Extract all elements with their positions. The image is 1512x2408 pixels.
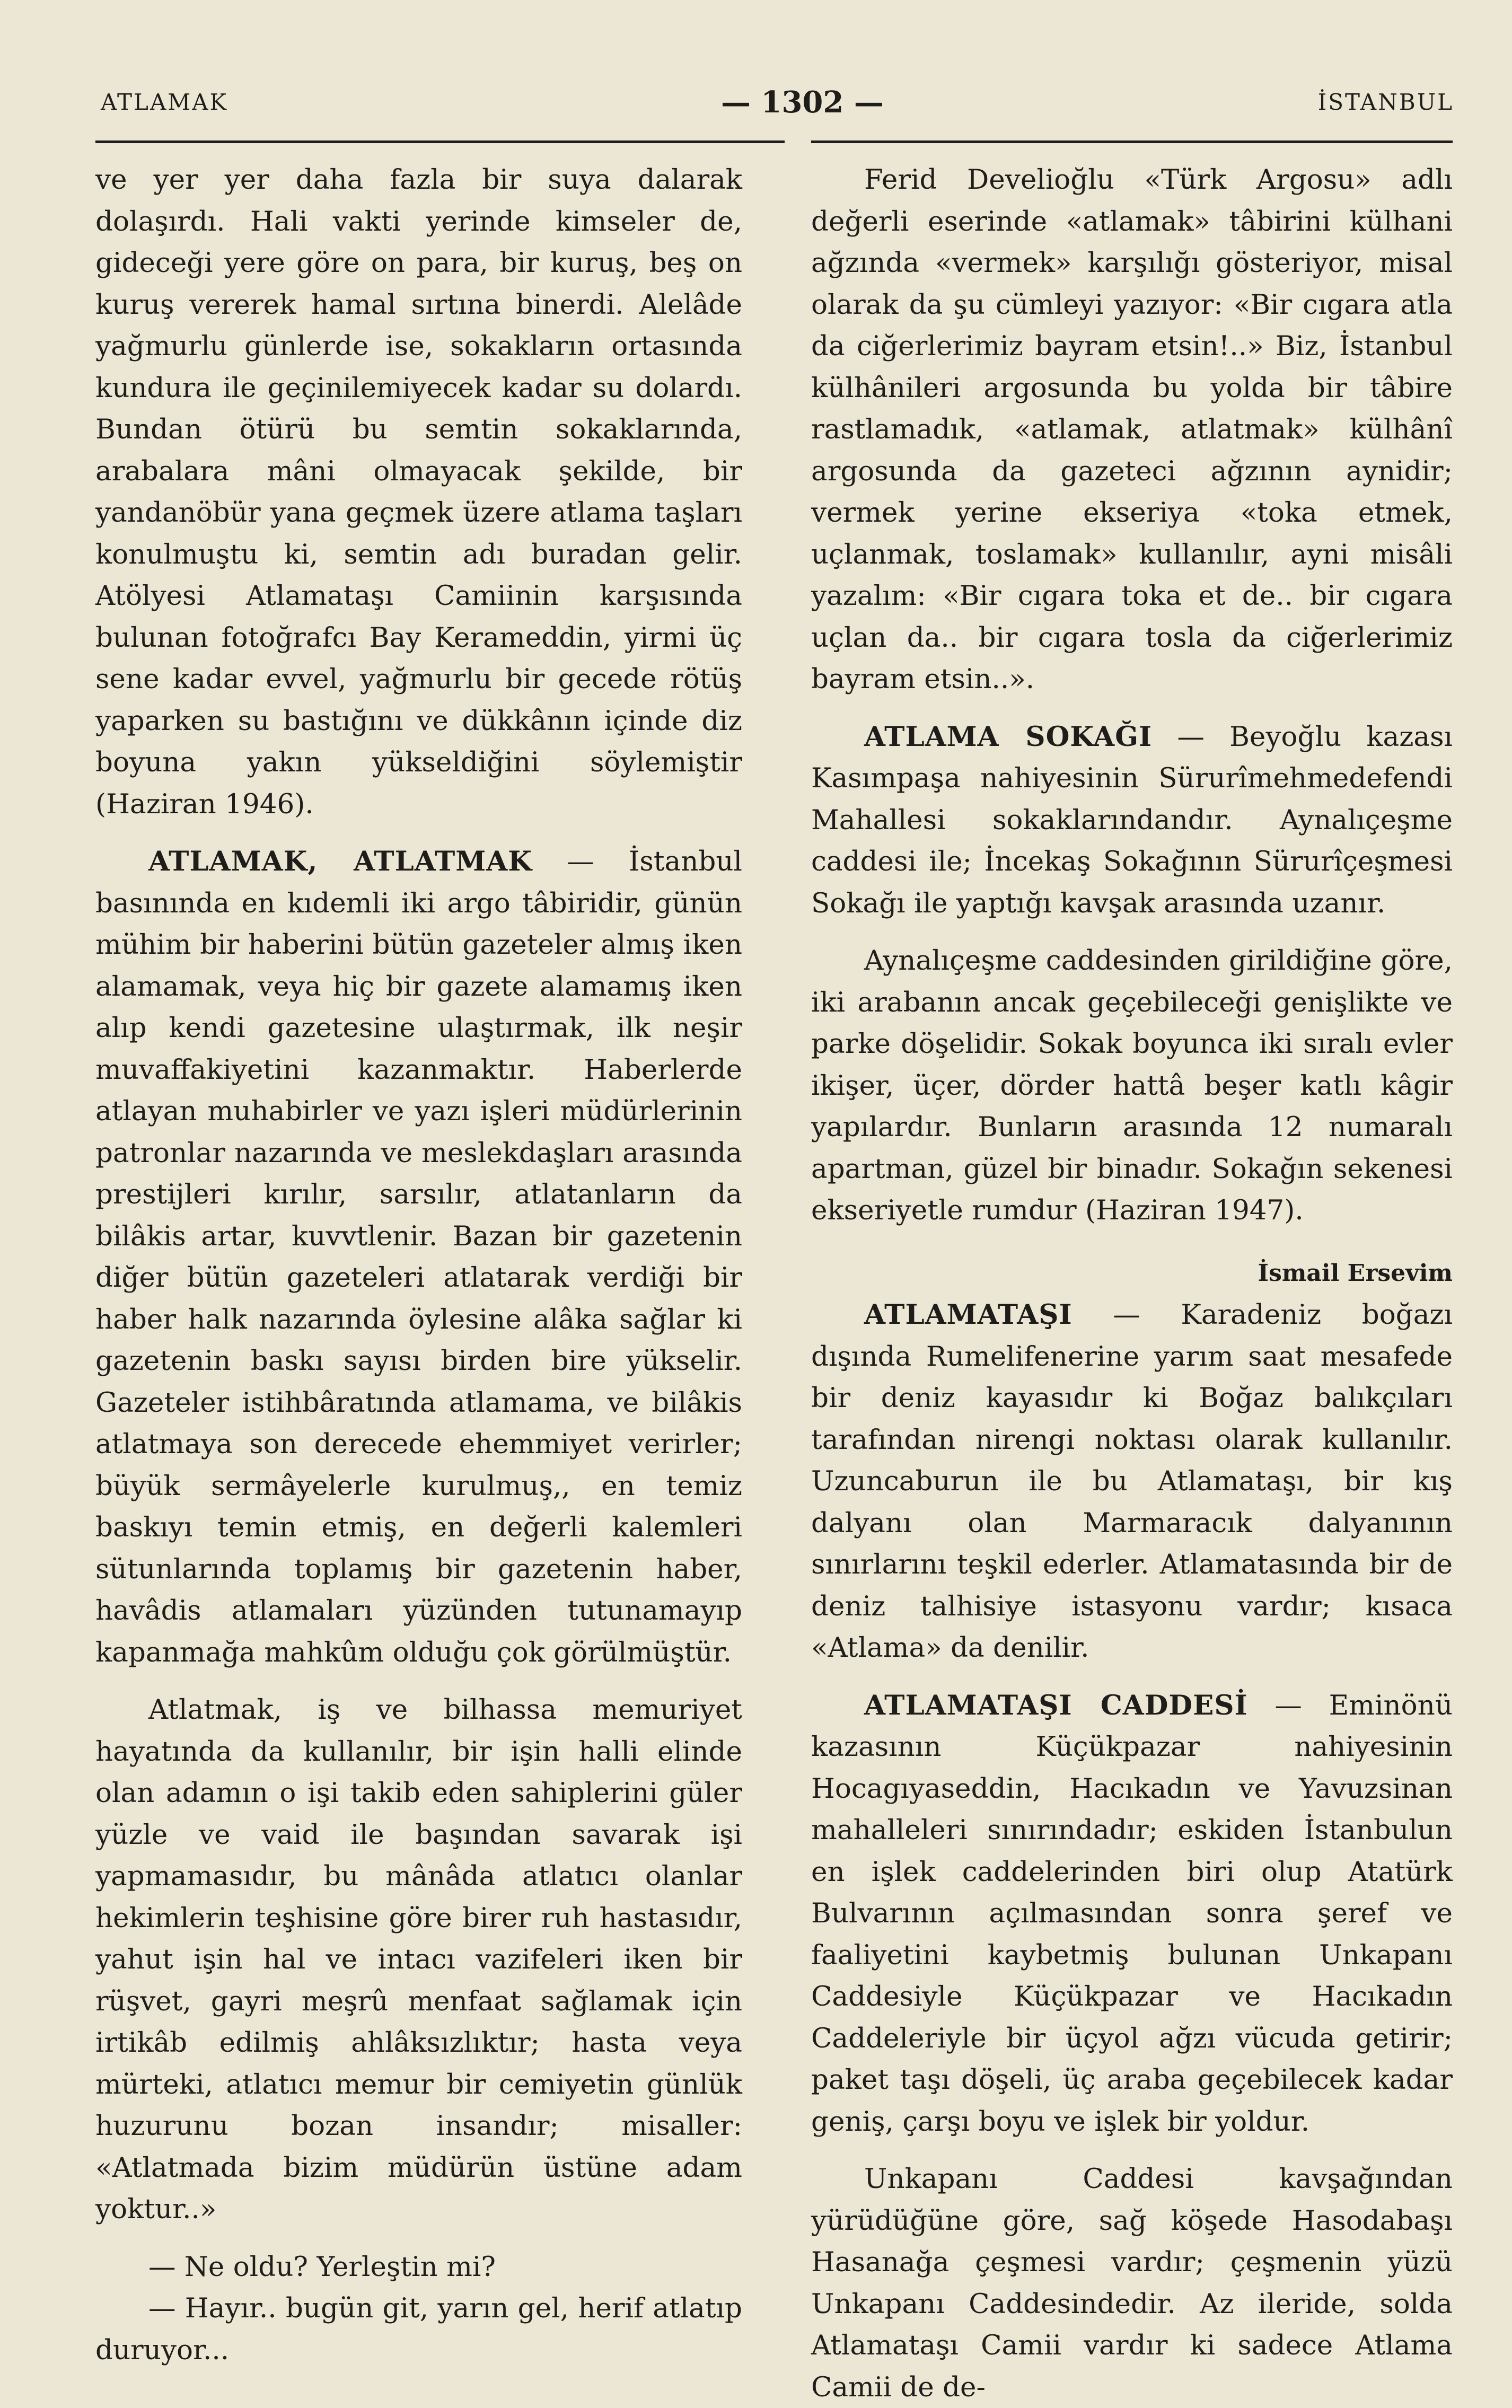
entry-paragraph — [95, 841, 742, 1673]
paragraph: Ferid Develioğlu «Türk Argosu» adlı değerli eserinde «atlamak» tâbirini külhani ağzında «vermek» karşılığı gösteriyor, misal olarak da şu cümleyi yazıyor: «Bir cıgara atla da ciğerlerimiz bayram etsin!..» Biz, İstanbul külhânileri argosunda bu yolda bir tâbire rastlamadık, «atlamak, atlatmak» külhânî argosunda da gazeteci ağzının aynidir; vermek yerine ekseriya «toka etmek, uçlanmak, toslamak» kullanılır, ayni misâli yazalım: «Bir cıgara toka et de.. bir cıgara uçlan da.. bir cıgara tosla da ciğerlerimiz bayram etsin..». — [811, 164, 1453, 695]
left-column — [95, 159, 742, 2371]
entry-text: — Karadeniz boğazı dışında Rumelifenerine yarım saat mesafede bir deniz kayasıdır ki Boğaz balıkçıları tarafından nirengi noktası olarak kullanılır. Uzuncaburun ile bu Atlamataşı, bir kış dalyanı olan Marmaracık dalyanının sınırlarını teşkil ederler. Atlamatasında bir de deniz talhisiye istasyonu vardır; kısaca «Atlama» da denilir. — [811, 1299, 1453, 1664]
paragraph: Atlatmak, iş ve bilhassa memuriyet hayatında da kullanılır, bir işin halli elinde olan adamın o işi takib eden sahiplerini güler yüzle ve vaid ile başından savarak işi yapmamasıdır, bu mânâda atlatıcı olanlar hekimlerin teşhisine göre birer ruh hastasıdır, yahut işin hal ve intacı vazifeleri iken bir rüşvet, gayri meşrû menfaat sağlamak için irtikâb edilmiş ahlâksızlıktır; hasta veya mürteki, atlatıcı memur bir cemiyetin günlük huzurunu bozan insandır; misaller: «Atlatmada bizim müdürün üstüne adam yoktur..» — [95, 1694, 742, 2225]
entry-text: — Beyoğlu kazası Kasımpaşa nahiyesinin Sürurîmehmedefendi Mahallesi sokaklarındandır. Aynalıçeşme caddesi ile; İncekaş Sokağının Sürurîçeşmesi Sokağı ile yaptığı kavşak arasında uzanır. — [811, 720, 1453, 919]
dialog-line: — Ne oldu? Yerleştin mi? — [148, 2251, 496, 2283]
paragraph: Aynalıçeşme caddesinden girildiğine göre, iki arabanın ancak geçebileceği genişlikte ve parke döşelidir. Sokak boyunca iki sıralı evler ikişer, üçer, dörder hattâ beşer katlı kâgir yapılardır. Bunların arasında 12 numaralı apartman, güzel bir binadır. Sokağın sekenesi ekseriyetle rumdur (Haziran 1947). — [811, 945, 1453, 1226]
entry-text: — Eminönü kazasının Küçükpazar nahiyesinin Hocagıyaseddin, Hacıkadın ve Yavuzsinan mahalleleri sınırındadır; eskiden İstanbulun en işlek caddelerinden biri olup Atatürk Bulvarının açılmasından sonra şeref ve faaliyetini kaybetmiş bulunan Unkapanı Caddesiyle Küçükpazar ve Hacıkadın Caddeleriyle bir üçyol ağzı vücuda getirir; paket taşı döşeli, üç araba geçebilecek kadar geniş, çarşı boyu ve işlek bir yoldur. — [811, 1689, 1453, 2138]
header-rule-left — [95, 140, 785, 143]
page-number: — 1302 — — [721, 85, 884, 120]
right-column — [811, 159, 1453, 2408]
paragraph: Unkapanı Caddesi kavşağından yürüdüğüne göre, sağ köşede Hasodabaşı Hasanağa çeşmesi vardır; çeşmenin yüzü Unkapanı Caddesindedir. Az ileride, solda Atlamataşı Camii vardır ki sadece Atlama Camii de de- — [811, 2163, 1453, 2403]
header-rule-right — [811, 140, 1453, 143]
author-signature: İsmail Ersevim — [1258, 1259, 1453, 1287]
dialog-line: — Hayır.. bugün git, yarın gel, herif atlatıp duruyor... — [95, 2292, 742, 2366]
paragraph: ve yer yer daha fazla bir suya dalarak dolaşırdı. Hali vakti yerinde kimseler de, gideceği yere göre on para, bir kuruş, beş on kuruş vererek hamal sırtına binerdi. Alelâde yağmurlu günlerde ise, sokakların ortasında kundura ile geçinilemiyecek kadar su dolardı. Bundan ötürü bu semtin sokaklarında, arabalara mâni olmayacak şekilde, bir yandanöbür yana geçmek üzere atlama taşları konulmuştu ki, semtin adı buradan gelir. Atölyesi Atlamataşı Camiinin karşısında bulunan fotoğrafcı Bay Kerameddin, yirmi üç sene kadar evvel, yağmurlu bir gecede rötüş yaparken su bastığını ve dükkânın içinde diz boyuna yakın yükseldiğini söylemiştir (Haziran 1946). — [95, 164, 742, 820]
entry-paragraph — [811, 1294, 1453, 1669]
entry-term: ATLAMATAŞI — [864, 1299, 1073, 1331]
entry-term: ATLAMATAŞI CADDESİ — [864, 1689, 1248, 1721]
header-section-title: ATLAMAK — [101, 89, 228, 115]
page-header — [95, 80, 1454, 127]
entry-paragraph — [811, 1685, 1453, 2143]
entry-term: ATLAMAK, ATLATMAK — [148, 846, 532, 877]
entry-paragraph — [811, 716, 1453, 925]
entry-term: ATLAMA SOKAĞI — [864, 720, 1153, 753]
entry-text: — İstanbul basınında en kıdemli iki argo tâbiridir, günün mühim bir haberini bütün gazeteler almış iken alamamak, veya hiç bir gazete alamamış iken alıp kendi gazetesine ulaştırmak, ilk neşir muvaffakiyetini kazanmaktır. Haberlerde atlayan muhabirler ve yazı işleri müdürlerinin patronlar nazarında ve meslekdaşları arasında prestijleri kırılır, sarsılır, atlatanların da bilâkis artar, kuvvtlenir. Bazan bir gazetenin diğer bütün gazeteleri atlatarak verdiği bir haber halk nazarında öylesine alâka sağlar ki gazetenin baskı sayısı birden bire yükselir. Gazeteler istihbâratında atlamama, ve bilâkis atlatmaya son derecede ehemmiyet verirler; büyük sermâyelerle kurulmuş,, en temiz baskıyı temin etmiş, en değerli kalemleri sütunlarında toplamış bir gazetenin haber, havâdis atlamaları yüzünden tutunamayıp kapanmağa mahkûm olduğu çok görülmüştür. — [95, 846, 742, 1668]
header-volume-title: İSTANBUL — [1317, 89, 1454, 115]
